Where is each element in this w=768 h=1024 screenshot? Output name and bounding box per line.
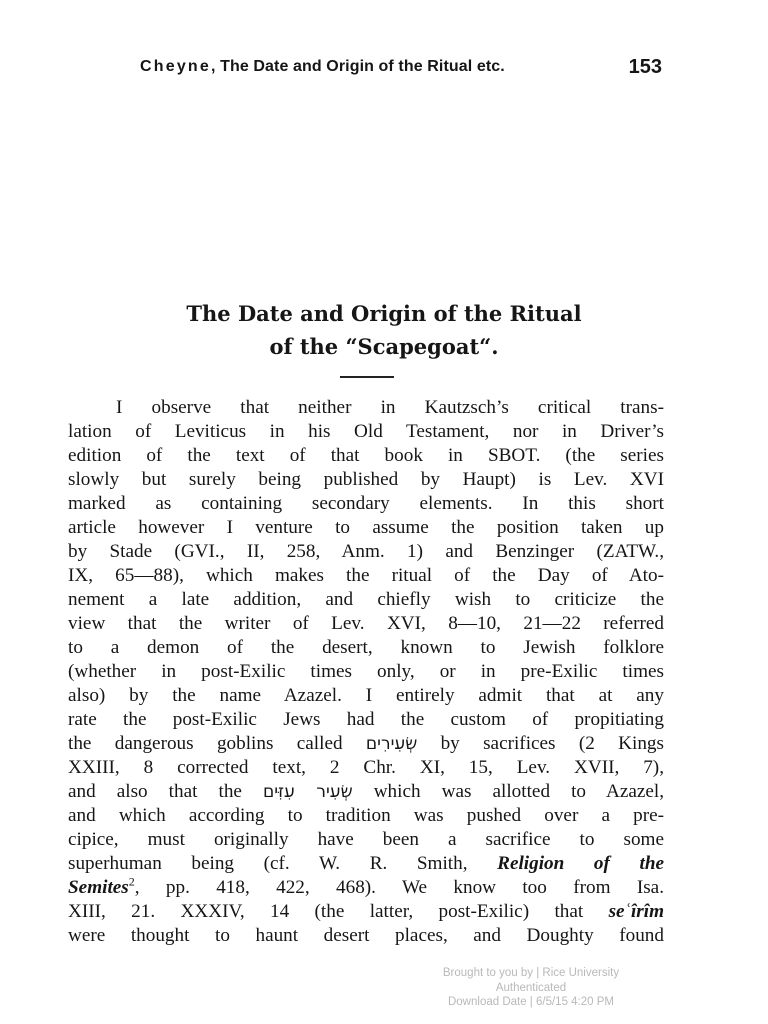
body-line: by Stade (GVI., II, 258, Anm. 1) and Benzinger (ZATW., <box>68 541 664 562</box>
article-body <box>68 396 664 948</box>
article-title-line-2: of the “Scapegoat“. <box>269 334 499 359</box>
body-line: I observe that neither in Kautzsch’s critical trans- <box>116 397 664 418</box>
running-head-title <box>140 58 505 76</box>
body-text-segment: , pp. 418, 422, 468). We know too from Isa. <box>134 877 664 898</box>
body-line <box>68 900 664 924</box>
body-line <box>68 780 664 804</box>
hebrew-word-seirim: שְׂעִירִים <box>365 734 418 754</box>
body-line: lation of Leviticus in his Old Testament, nor in Driver’s <box>68 421 664 442</box>
book-title-italic: Semites <box>68 877 129 898</box>
body-line: and which according to tradition was pushed over a pre- <box>68 805 664 826</box>
body-line: slowly but surely being published by Haupt) is Lev. XVI <box>68 469 664 490</box>
body-text-segment: superhuman being (cf. W. R. Smith, <box>68 853 468 874</box>
body-line: article however I venture to assume the position taken up <box>68 517 664 538</box>
article-title-line-1: The Date and Origin of the Ritual <box>186 301 582 326</box>
article-title <box>0 297 768 363</box>
running-head-title-rest: , The Date and Origin of the Ritual etc. <box>211 58 505 75</box>
body-text-segment: by sacrifices (2 Kings <box>440 733 664 754</box>
book-title-italic: Religion of the <box>497 853 665 874</box>
body-line: IX, 65—88), which makes the ritual of the Day of Ato- <box>68 565 664 586</box>
hebrew-phrase-seir-izzim: שְׂעִיר עִזִּים <box>262 782 353 802</box>
body-text-segment: which was allotted to Azazel, <box>373 781 665 802</box>
page-number: 153 <box>628 56 662 78</box>
download-watermark <box>400 966 662 1010</box>
body-line <box>68 876 664 900</box>
watermark-line: Brought to you by | Rice University <box>442 967 620 979</box>
body-line: rate the post-Exilic Jews had the custom of propitiating <box>68 709 664 730</box>
running-head-author: Cheyne <box>140 58 211 75</box>
running-head <box>140 56 662 86</box>
watermark-line: Download Date | 6/5/15 4:20 PM <box>447 996 614 1008</box>
body-line: view that the writer of Lev. XVI, 8—10, 21—22 referred <box>68 613 664 634</box>
body-text-segment: the dangerous goblins called <box>68 733 343 754</box>
body-line: marked as containing secondary elements. In this short <box>68 493 664 514</box>
title-separator-rule <box>340 376 394 378</box>
body-line <box>68 852 664 876</box>
body-line: (whether in post-Exilic times only, or in pre-Exilic times <box>68 661 664 682</box>
body-line <box>68 732 664 756</box>
body-line: XXIII, 8 corrected text, 2 Chr. XI, 15, Lev. XVII, 7), <box>68 757 664 778</box>
body-text-segment: and also that the <box>68 781 242 802</box>
body-line: nement a late addition, and chiefly wish to criticize the <box>68 589 664 610</box>
watermark-line: Authenticated <box>495 981 567 994</box>
body-line: cipice, must originally have been a sacrifice to some <box>68 829 664 850</box>
body-text-segment: XIII, 21. XXXIV, 14 (the latter, post-Exilic) that <box>68 901 584 922</box>
edition-superscript: 2 <box>128 874 135 889</box>
body-line: to a demon of the desert, known to Jewish folklore <box>68 637 664 658</box>
body-line: edition of the text of that book in SBOT. (the series <box>68 445 664 466</box>
transliterated-term-italic: seʿîrîm <box>608 901 665 922</box>
body-line: also) by the name Azazel. I entirely admit that at any <box>68 685 664 706</box>
body-line: were thought to haunt desert places, and Doughty found <box>68 925 664 946</box>
